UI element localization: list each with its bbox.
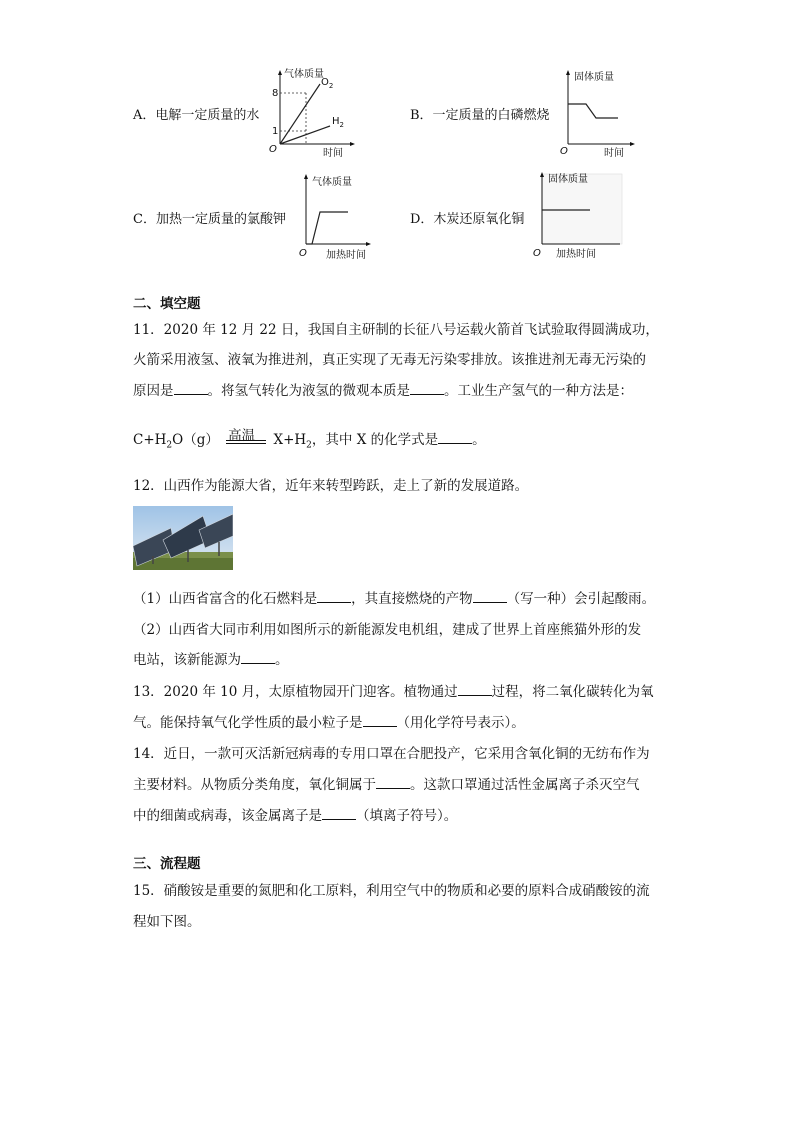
q11-line2: 火箭采用液氢、液氧为推进剂，真正实现了无毒无污染零排放。该推进剂无毒无污染的 <box>133 352 646 368</box>
h2-label: $H_2$ <box>332 116 344 129</box>
reaction-condition: 高温 <box>228 428 256 444</box>
h2-line <box>280 126 330 144</box>
answer-blank[interactable] <box>438 429 472 444</box>
q15-line2: 程如下图。 <box>133 914 201 930</box>
q14-line1: 14．近日，一款可灭活新冠病毒的专用口罩在合肥投产，它采用含氧化铜的无纺布作为 <box>133 746 650 762</box>
q11-line3: 原因是 。将氢气转化为液氢的微观本质是 。工业生产氢气的一种方法是： <box>133 379 633 399</box>
answer-blank[interactable] <box>363 712 397 727</box>
x-axis-label: 加热时间 <box>326 250 366 261</box>
q15-line1: 15．硝酸铵是重要的氮肥和化工原料，利用空气中的物质和必要的原料合成硝酸铵的流 <box>133 883 650 899</box>
q12-sub1: （1）山西省富含的化石燃料是 ，其直接燃烧的产物 （写一种）会引起酸雨。 <box>133 587 655 607</box>
q11-equation: $C+H_2O(g)$ 高温 $X+H_2$，其中 X 的化学式是 。 <box>133 428 486 451</box>
o2-label: $O_2$ <box>321 77 334 90</box>
section-heading-fill: 二、填空题 <box>133 296 201 312</box>
q12-intro: 12．山西作为能源大省，近年来转型跨跃，走上了新的发展道路。 <box>133 478 529 494</box>
solar-panel-image <box>133 506 233 570</box>
section-heading-flow: 三、流程题 <box>133 856 201 872</box>
origin-label: O <box>299 248 307 259</box>
option-d-graph <box>532 170 632 264</box>
y-axis-label: 固体质量 <box>574 72 614 83</box>
solid-mass-curve <box>568 104 618 118</box>
y-axis-label: 固体质量 <box>548 174 588 185</box>
answer-blank[interactable] <box>322 805 356 820</box>
gas-mass-curve <box>306 212 348 244</box>
answer-blank[interactable] <box>458 681 492 696</box>
option-c-graph <box>296 172 386 264</box>
y-axis-label: 气体质量 <box>312 177 352 188</box>
answer-blank[interactable] <box>473 588 507 603</box>
y-axis-label: 气体质量 <box>284 69 324 80</box>
origin-label: O <box>533 248 541 259</box>
q12-sub2-line2: 电站，该新能源为 。 <box>133 648 289 668</box>
q12-sub2-line1: （2）山西省大同市利用如图所示的新能源发电机组，建成了世界上首座熊猫外形的发 <box>133 622 642 638</box>
x-axis-label: 时间 <box>604 148 624 159</box>
x-axis-label: 时间 <box>323 148 343 159</box>
answer-blank[interactable] <box>376 774 410 789</box>
origin-label: O <box>269 144 277 155</box>
answer-blank[interactable] <box>241 649 275 664</box>
tick-8: 8 <box>272 88 279 99</box>
origin-label: O <box>560 146 568 157</box>
q13-line1: 13．2020 年 10 月，太原植物园开门迎客。植物通过 过程，将二氧化碳转化为氧 <box>133 680 654 700</box>
q11-line1: 11．2020 年 12 月 22 日，我国自主研制的长征八号运载火箭首飞试验取得圆满成功， <box>133 322 659 338</box>
answer-blank[interactable] <box>410 380 444 395</box>
x-axis-label: 加热时间 <box>556 249 596 260</box>
option-a-graph <box>268 66 368 160</box>
q14-line2: 主要材料。从物质分类角度，氧化铜属于 。这款口罩通过活性金属离子杀灭空气 <box>133 773 640 793</box>
option-c-label: C．加热一定质量的氯酸钾 <box>133 212 286 227</box>
option-a-label: A．电解一定质量的水 <box>133 108 260 123</box>
option-b-label: B．一定质量的白磷燃烧 <box>410 108 550 123</box>
q14-line3: 中的细菌或病毒，该金属离子是 （填离子符号）。 <box>133 804 457 824</box>
option-d-label: D．木炭还原氧化铜 <box>410 212 525 227</box>
tick-1: 1 <box>272 126 279 137</box>
q13-line2: 气。能保持氧气化学性质的最小粒子是 （用化学符号表示）。 <box>133 711 525 731</box>
option-b-graph <box>556 66 646 160</box>
answer-blank[interactable] <box>174 380 208 395</box>
answer-blank[interactable] <box>317 588 351 603</box>
